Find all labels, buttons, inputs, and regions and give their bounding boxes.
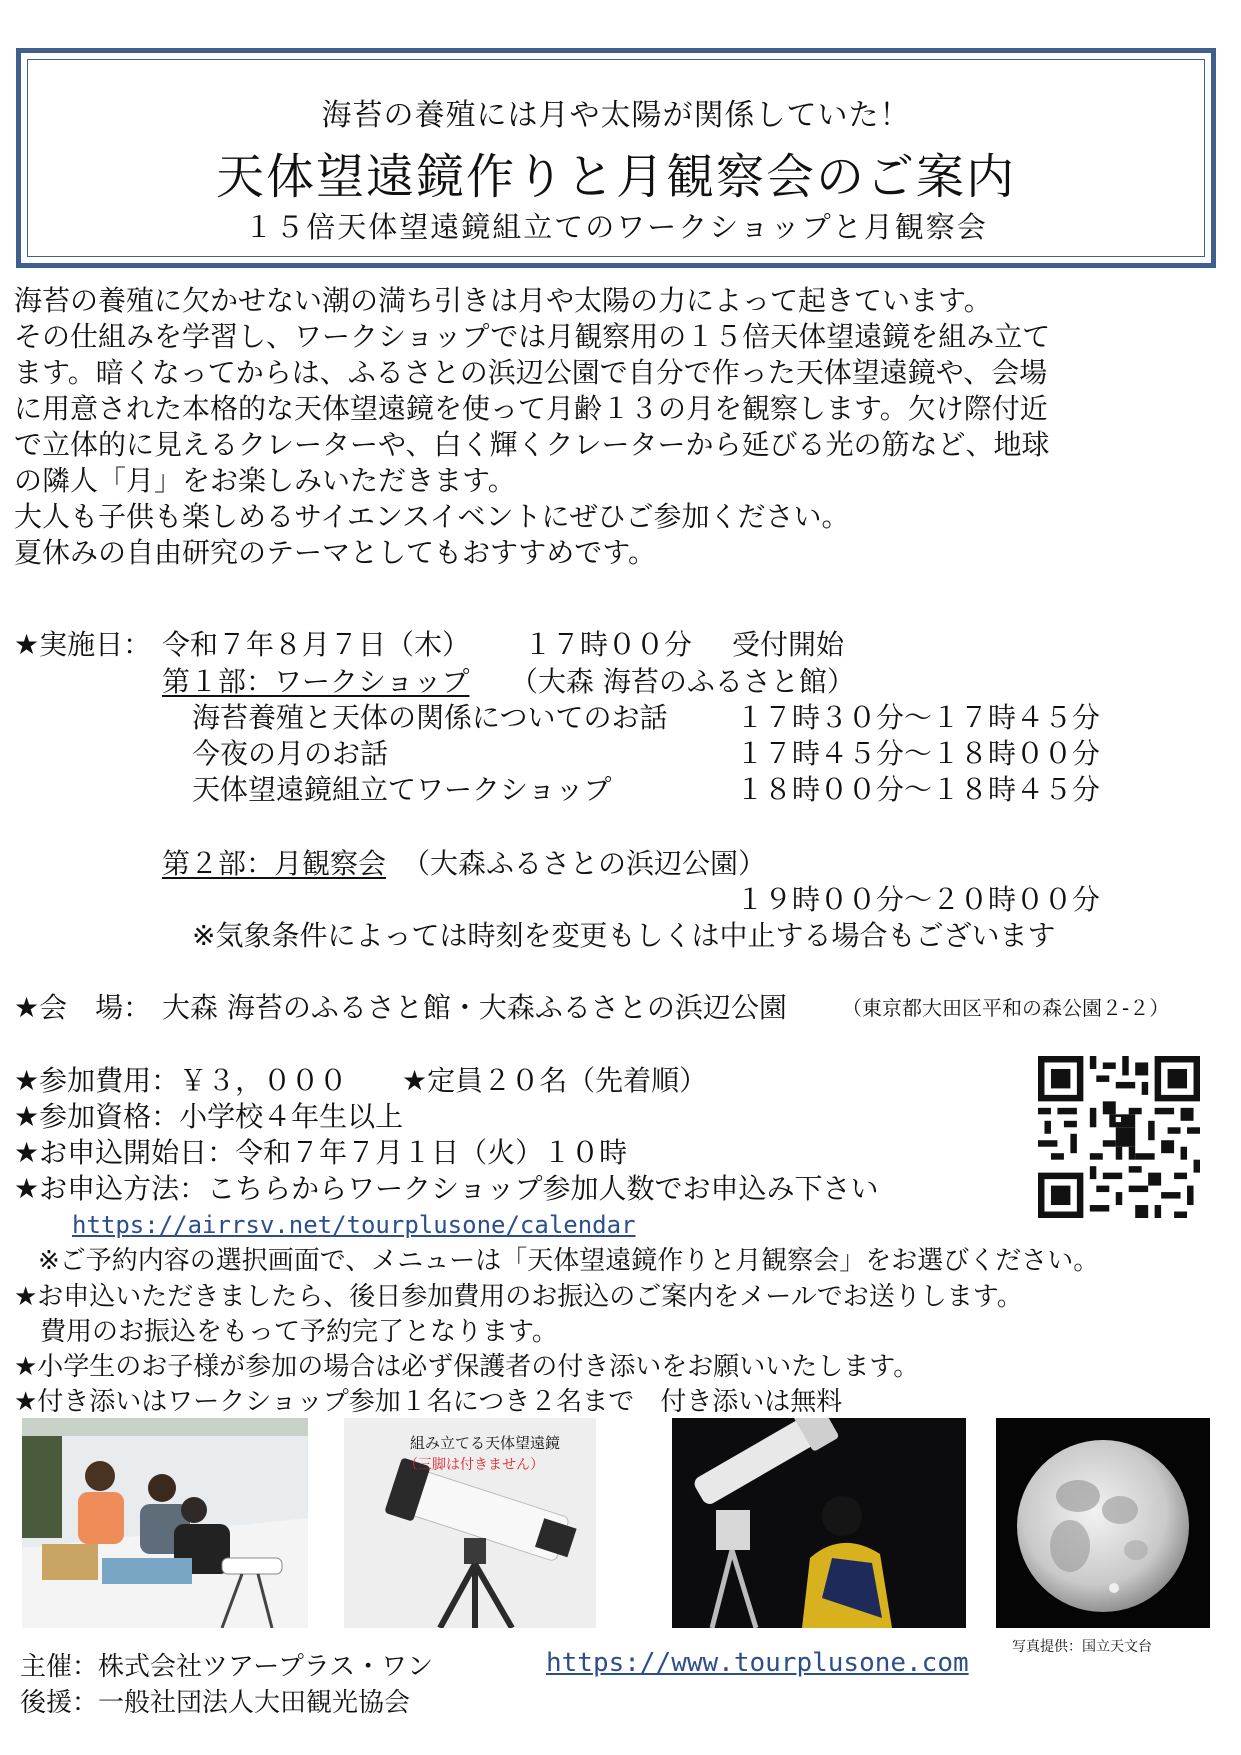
fee: ★参加費用：￥３，０００	[14, 1064, 348, 1097]
tripod-note: （三脚は付きません）	[404, 1457, 544, 1473]
capacity: ★定員２０名（先着順）	[402, 1064, 708, 1097]
intro-line: の隣人「月」をお楽しみいただきます。	[14, 464, 516, 497]
program-item-time: １７時４５分～１８時００分	[736, 737, 1101, 770]
menu-note: ※ご予約内容の選択画面で、メニューは「天体望遠鏡作りと月観察会」をお選びください。	[38, 1246, 1100, 1276]
intro-line: 海苔の養殖に欠かせない潮の満ち引きは月や太陽の力によって起きています。	[14, 284, 992, 317]
date-label: ★実施日：	[14, 628, 152, 661]
intro-line: 大人も子供も楽しめるサイエンスイベントにぜひご参加ください。	[14, 500, 850, 533]
program-item-name: 今夜の月のお話	[192, 737, 389, 770]
venue-name: 大森 海苔のふるさと館・大森ふるさとの浜辺公園	[162, 991, 787, 1024]
part2-venue: （大森ふるさとの浜辺公園）	[402, 847, 767, 880]
program-item-name: 海苔養殖と天体の関係についてのお話	[192, 701, 668, 734]
guardian-note: ★小学生のお子様が参加の場合は必ず保護者の付き添いをお願いいたします。	[14, 1352, 920, 1382]
photo-credit: 写真提供：国立天文台	[1012, 1639, 1152, 1655]
payment-note: ★お申込いただきましたら、後日参加費用のお振込のご案内をメールでお送りします。	[14, 1282, 1023, 1312]
reception-label: 受付開始	[732, 628, 845, 661]
program-item-time: １８時００分～１８時４５分	[736, 773, 1101, 806]
website-link[interactable]: https://www.tourplusone.com	[546, 1648, 969, 1678]
moon-photo	[996, 1418, 1210, 1628]
header-lead: 海苔の養殖には月や太陽が関係していた！	[321, 98, 911, 133]
supporter: 後援：一般社団法人大田観光協会	[20, 1688, 411, 1718]
part2-title: 第２部：月観察会	[162, 847, 387, 880]
part2-time: １９時００分～２０時００分	[736, 883, 1101, 916]
venue-address: （東京都大田区平和の森公園２-２）	[842, 996, 1170, 1020]
eligibility: ★参加資格：小学校４年生以上	[14, 1100, 404, 1133]
qr-code-icon[interactable]	[1038, 1056, 1200, 1218]
header-inner-frame	[27, 59, 1205, 257]
venue-label: ★会 場：	[14, 991, 152, 1024]
companion-note: ★付き添いはワークショップ参加１名につき２名まで 付き添いは無料	[14, 1387, 843, 1417]
event-date: 令和７年８月７日（木）	[162, 628, 471, 661]
intro-line: に用意された本格的な天体望遠鏡を使って月齢１３の月を観察します。欠け際付近	[14, 392, 1048, 425]
page-subtitle: １５倍天体望遠鏡組立てのワークショップと月観察会	[244, 210, 988, 244]
program-item-time: １７時３０分～１７時４５分	[736, 701, 1101, 734]
workshop-photo	[22, 1418, 308, 1628]
observation-photo	[672, 1418, 966, 1628]
intro-line: ます。暗くなってからは、ふるさとの浜辺公園で自分で作った天体望遠鏡や、会場	[14, 356, 1048, 389]
intro-line: 夏休みの自由研究のテーマとしてもおすすめです。	[14, 536, 657, 569]
program-item-name: 天体望遠鏡組立てワークショップ	[192, 773, 612, 806]
application-start-date: ★お申込開始日：令和７年７月１日（火）１０時	[14, 1136, 628, 1169]
telescope-caption: 組み立てる天体望遠鏡	[410, 1434, 561, 1452]
intro-line: その仕組みを学習し、ワークショップでは月観察用の１５倍天体望遠鏡を組み立て	[14, 320, 1051, 353]
part1-title: 第１部：ワークショップ	[162, 665, 470, 698]
header-box	[16, 48, 1216, 268]
organizer: 主催：株式会社ツアープラス・ワン	[20, 1652, 434, 1682]
part1-venue: （大森 海苔のふるさと館）	[510, 665, 855, 698]
page-title: 天体望遠鏡作りと月観察会のご案内	[215, 149, 1016, 205]
weather-note: ※気象条件によっては時刻を変更もしくは中止する場合もございます	[192, 919, 1056, 952]
application-method: ★お申込方法：こちらからワークショップ参加人数でお申込み下さい	[14, 1172, 879, 1205]
reception-time: １７時００分	[524, 628, 693, 661]
intro-line: で立体的に見えるクレーターや、白く輝くクレーターから延びる光の筋など、地球	[14, 428, 1050, 461]
payment-note-continued: 費用のお振込をもって予約完了となります。	[40, 1317, 558, 1347]
reservation-link[interactable]: https://airrsv.net/tourplusone/calendar	[72, 1211, 636, 1239]
